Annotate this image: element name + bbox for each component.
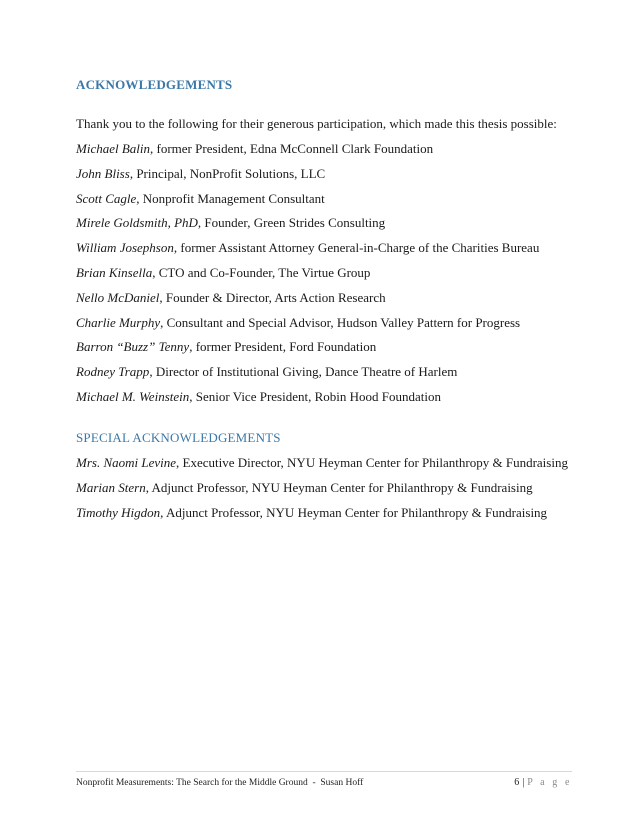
person-name: Rodney Trapp (76, 364, 150, 380)
list-item (76, 360, 539, 385)
person-role: , Adjunct Professor, NYU Heyman Center for Philanthropy & Fundraising (160, 504, 548, 520)
special-acknowledgements-heading: SPECIAL ACKNOWLEDGEMENTS (76, 430, 281, 445)
person-name: Mirele Goldsmith, PhD (76, 215, 198, 231)
person-name: Mrs. Naomi Levine (76, 455, 177, 470)
list-item (76, 211, 539, 236)
list-item (76, 137, 539, 162)
person-name: Michael Balin (76, 141, 151, 156)
person-name: John Bliss (76, 165, 130, 181)
list-item (76, 311, 539, 336)
special-acknowledgements-list (76, 451, 568, 525)
footer-divider (76, 771, 572, 772)
acknowledgements-heading: ACKNOWLEDGEMENTS (76, 77, 233, 92)
person-role: , Founder, Green Strides Consulting (197, 215, 386, 231)
person-role: , Director of Institutional Giving, Dance Theatre of Harlem (149, 364, 458, 380)
list-item (76, 476, 568, 501)
list-item (76, 335, 539, 360)
list-item (76, 501, 568, 526)
page-label: P a g e (527, 777, 572, 788)
footer-title: Nonprofit Measurements: The Search for the Middle Ground - Susan Hoff (76, 778, 364, 788)
list-item (76, 187, 539, 212)
list-item (76, 286, 539, 311)
page-number (514, 777, 572, 788)
person-role: , Principal, NonProfit Solutions, LLC (129, 165, 326, 181)
person-role: , Adjunct Professor, NYU Heyman Center for Philanthropy & Fundraising (145, 479, 533, 495)
person-role: , Executive Director, NYU Heyman Center for Philanthropy & Fundraising (176, 455, 568, 470)
person-name: William Josephson (76, 240, 174, 256)
person-role: , Senior Vice President, Robin Hood Foundation (189, 388, 441, 404)
page-separator: | (522, 777, 525, 788)
person-name: Timothy Higdon (76, 504, 161, 520)
intro-text: Thank you to the following for their generous participation, which made this thesis possible: (76, 116, 557, 131)
person-role: , Nonprofit Management Consultant (136, 190, 325, 206)
page-number-value: 6 (514, 777, 520, 788)
list-item (76, 236, 539, 261)
acknowledgements-list (76, 137, 539, 410)
person-name: Scott Cagle (76, 190, 137, 206)
person-role: , former President, Ford Foundation (189, 339, 377, 355)
list-item (76, 385, 539, 410)
list-item (76, 451, 568, 476)
person-role: , Founder & Director, Arts Action Research (159, 289, 386, 305)
person-role: , Consultant and Special Advisor, Hudson Valley Pattern for Progress (160, 314, 521, 330)
person-name: Brian Kinsella (76, 264, 153, 280)
person-name: Barron “Buzz” Tenny (76, 339, 190, 355)
person-name: Charlie Murphy (76, 314, 161, 330)
person-name: Marian Stern (76, 479, 146, 495)
list-item (76, 261, 539, 286)
person-role: , former President, Edna McConnell Clark Foundation (150, 141, 434, 156)
person-name: Nello McDaniel (76, 289, 160, 305)
person-role: , CTO and Co-Founder, The Virtue Group (152, 264, 371, 280)
person-name: Michael M. Weinstein (76, 388, 190, 404)
list-item (76, 162, 539, 187)
person-role: , former Assistant Attorney General-in-Charge of the Charities Bureau (173, 240, 540, 256)
